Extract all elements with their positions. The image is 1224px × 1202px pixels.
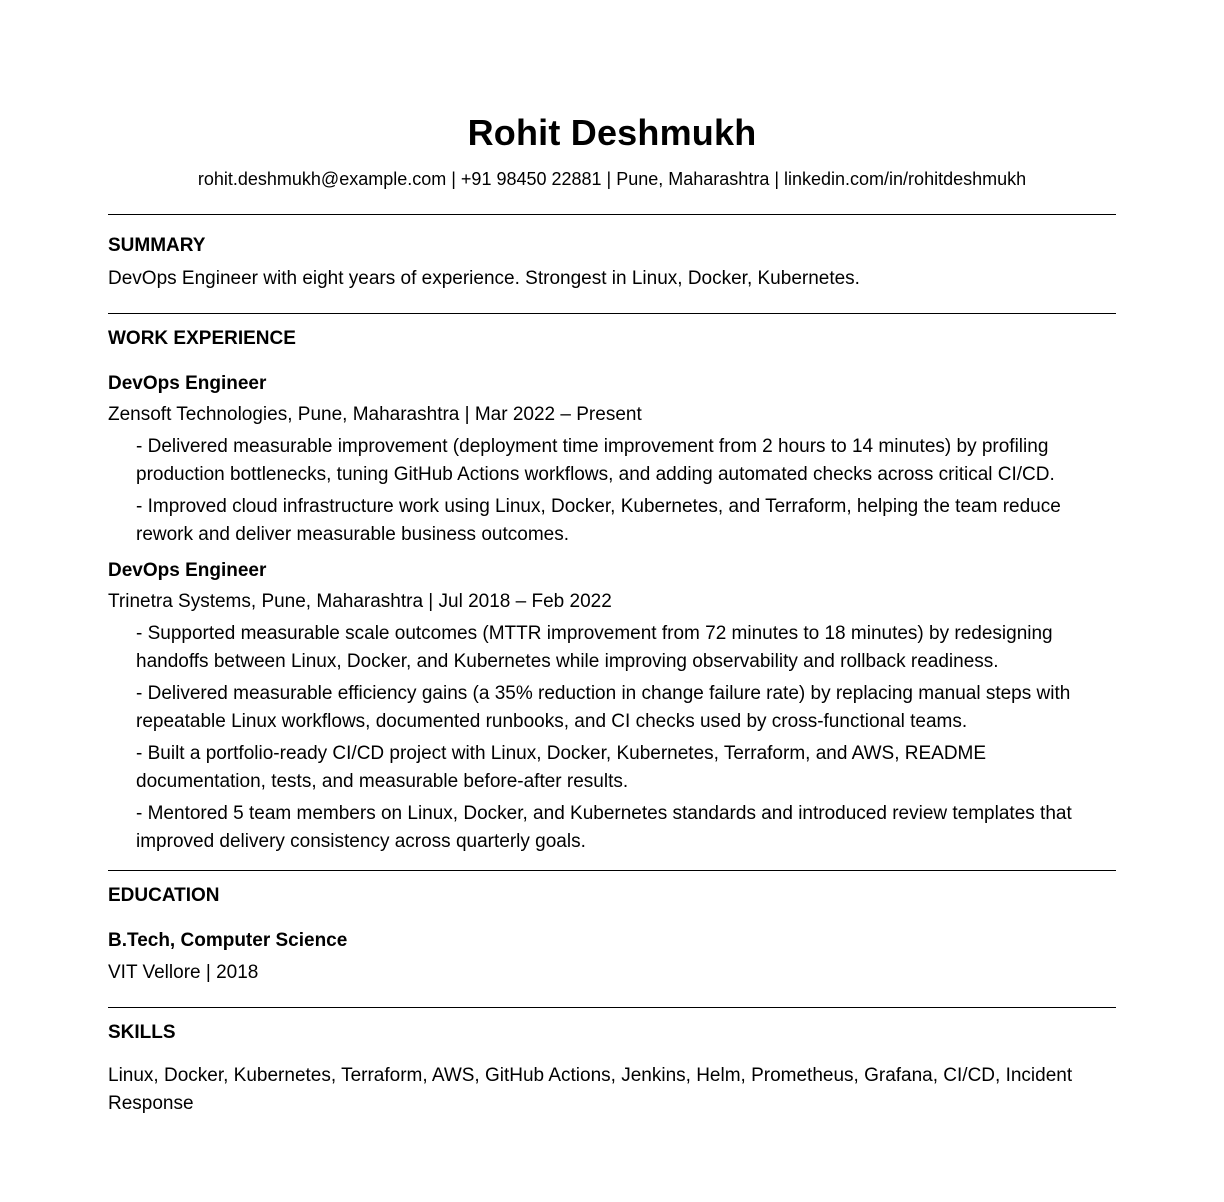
experience-section	[108, 327, 1116, 856]
job-bullet: - Improved cloud infrastructure work using Linux, Docker, Kubernetes, and Terraform, helping the team reduce rework and deliver measurable business outcomes.	[136, 496, 1061, 545]
job-title: DevOps Engineer	[108, 373, 267, 394]
contact-line: rohit.deshmukh@example.com | +91 98450 22881 | Pune, Maharashtra | linkedin.com/in/rohitdeshmukh	[197, 169, 1027, 189]
divider	[108, 870, 1116, 871]
job-bullet: - Delivered measurable efficiency gains (a 35% reduction in change failure rate) by replacing manual steps with repeatable Linux workflows, documented runbooks, and CI checks used by cross-functional teams.	[136, 683, 1071, 732]
job-bullet: - Built a portfolio-ready CI/CD project with Linux, Docker, Kubernetes, Terraform, and AWS, README documentation, tests, and measurable before-after results.	[136, 743, 987, 792]
job-entry	[108, 559, 1116, 856]
section-title-skills: SKILLS	[108, 1022, 176, 1043]
section-title-education: EDUCATION	[108, 885, 220, 906]
divider	[108, 1007, 1116, 1008]
job-meta: Trinetra Systems, Pune, Maharashtra | Jul 2018 – Feb 2022	[108, 591, 612, 612]
job-entry	[108, 372, 1116, 549]
divider	[108, 313, 1116, 314]
job-meta: Zensoft Technologies, Pune, Maharashtra | Mar 2022 – Present	[108, 404, 642, 425]
summary-text: DevOps Engineer with eight years of experience. Strongest in Linux, Docker, Kubernetes.	[108, 268, 860, 289]
skills-text: Linux, Docker, Kubernetes, Terraform, AWS, GitHub Actions, Jenkins, Helm, Prometheus, Grafana, CI/CD, Incident Response	[108, 1065, 1073, 1114]
education-degree: B.Tech, Computer Science	[108, 930, 348, 951]
education-section	[108, 884, 1116, 985]
resume-content	[108, 110, 1116, 1118]
job-bullet: - Delivered measurable improvement (deployment time improvement from 2 hours to 14 minutes) by profiling production bottlenecks, tuning GitHub Actions workflows, and adding automated checks across critical CI/CD.	[136, 436, 1055, 485]
job-bullet: - Supported measurable scale outcomes (MTTR improvement from 72 minutes to 18 minutes) by redesigning handoffs between Linux, Docker, and Kubernetes while improving observability and rollback readiness.	[136, 623, 1053, 672]
job-bullets	[108, 620, 1116, 856]
section-title-summary: SUMMARY	[108, 235, 206, 256]
job-bullets	[108, 433, 1116, 549]
summary-section	[108, 234, 1116, 291]
job-bullet: - Mentored 5 team members on Linux, Docker, and Kubernetes standards and introduced review templates that improved delivery consistency across quarterly goals.	[136, 803, 1072, 852]
job-title: DevOps Engineer	[108, 560, 267, 581]
divider	[108, 214, 1116, 215]
candidate-name: Rohit Deshmukh	[467, 112, 757, 153]
skills-section	[108, 1021, 1116, 1118]
education-meta: VIT Vellore | 2018	[108, 962, 259, 983]
section-title-experience: WORK EXPERIENCE	[108, 328, 296, 349]
